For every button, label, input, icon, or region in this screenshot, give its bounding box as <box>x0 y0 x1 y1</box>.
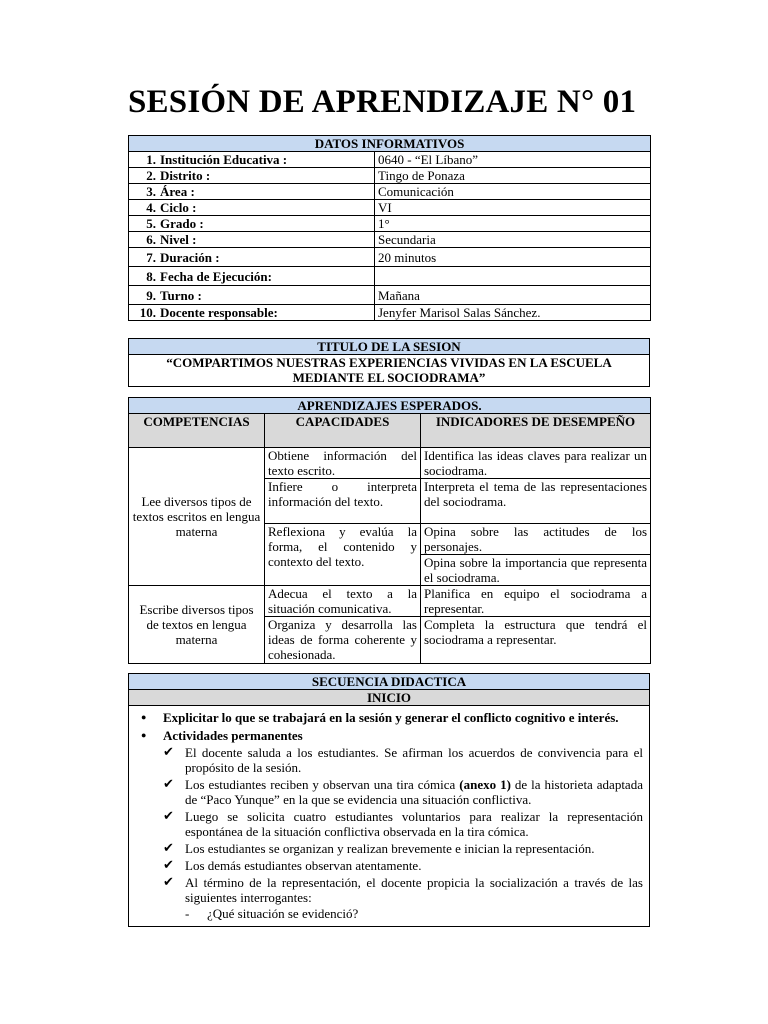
datos-row <box>129 168 651 184</box>
capacidad-organiza: Organiza y desarrolla las ideas de forma coherente y cohesionada. <box>265 617 421 664</box>
page-title: SESIÓN DE APRENDIZAJE N° 01 <box>128 84 637 120</box>
secuencia-header: SECUENCIA DIDACTICA <box>129 674 650 690</box>
datos-row-value: 1° <box>375 216 651 232</box>
datos-row-label: Duración : <box>160 249 220 265</box>
datos-row-number: 4. <box>146 200 156 215</box>
question-line: - ¿Qué situación se evidenció? <box>185 906 359 921</box>
check-icon: ✔ <box>163 745 174 760</box>
datos-row <box>129 152 651 168</box>
indicador-identifica: Identifica las ideas claves para realizar un sociodrama. <box>421 448 651 479</box>
indicador-interpreta: Interpreta el tema de las representaciones del sociodrama. <box>421 479 651 524</box>
check-item-voluntarios: ✔ Luego se solicita cuatro estudiantes voluntarios para realizar la representación espontánea de la situación conflictiva observada en la tira cómica. <box>163 809 643 839</box>
datos-row-value: 20 minutos <box>375 248 651 267</box>
check-list <box>163 745 643 921</box>
check-icon: ✔ <box>163 875 174 890</box>
datos-row-number: 8. <box>146 268 156 284</box>
capacidad-infiere: Infiere o interpreta información del texto. <box>265 479 421 524</box>
check-item-organizan: ✔ Los estudiantes se organizan y realizan brevemente e inician la representación. <box>163 841 595 856</box>
datos-row-number: 9. <box>146 287 156 303</box>
datos-label-cell <box>129 286 375 305</box>
col-competencias: COMPETENCIAS <box>129 414 265 448</box>
datos-informativos-table <box>128 135 651 321</box>
capacidad-obtiene: Obtiene información del texto escrito. <box>265 448 421 479</box>
datos-row <box>129 216 651 232</box>
datos-row-label: Institución Educativa : <box>160 152 288 167</box>
datos-row-label: Grado : <box>160 216 204 231</box>
datos-row-label: Distrito : <box>160 168 211 183</box>
titulo-header: TITULO DE LA SESION <box>129 339 650 355</box>
datos-row <box>129 184 651 200</box>
datos-row-label: Turno : <box>160 287 202 303</box>
datos-label-cell <box>129 267 375 286</box>
check-icon: ✔ <box>163 841 174 856</box>
datos-label-cell <box>129 216 375 232</box>
check-icon: ✔ <box>163 809 174 824</box>
datos-label-cell <box>129 305 375 321</box>
session-title: “COMPARTIMOS NUESTRAS EXPERIENCIAS VIVIDAS EN LA ESCUELA MEDIANTE EL SOCIODRAMA” <box>129 355 650 387</box>
datos-row-number: 3. <box>146 184 156 199</box>
datos-row-number: 1. <box>146 152 156 167</box>
titulo-sesion-table <box>128 338 650 387</box>
check-icon: ✔ <box>163 858 174 873</box>
check-item-saluda: ✔ El docente saluda a los estudiantes. Se afirman los acuerdos de convivencia para el propósito de la sesión. <box>163 745 643 775</box>
datos-row-value: Tingo de Ponaza <box>375 168 651 184</box>
indicador-opina-actitudes: Opina sobre las actitudes de los personajes. <box>421 524 651 555</box>
datos-header: DATOS INFORMATIVOS <box>129 136 651 152</box>
dash-marker: - <box>185 906 190 921</box>
datos-row-value: Mañana <box>375 286 651 305</box>
datos-row-value <box>375 267 651 286</box>
datos-row-number: 2. <box>146 168 156 183</box>
datos-label-cell <box>129 200 375 216</box>
secuencia-table <box>128 673 650 927</box>
competencia-escribe: Escribe diversos tipos de textos en lengua materna <box>129 586 265 664</box>
datos-label-cell <box>129 168 375 184</box>
bullet-list <box>133 710 643 921</box>
aprendizajes-header: APRENDIZAJES ESPERADOS. <box>129 398 651 414</box>
datos-row <box>129 267 651 286</box>
col-capacidades: CAPACIDADES <box>265 414 421 448</box>
datos-row-number: 7. <box>146 249 156 265</box>
datos-label-cell <box>129 152 375 168</box>
datos-row <box>129 286 651 305</box>
datos-row-value: Comunicación <box>375 184 651 200</box>
capacidad-adecua: Adecua el texto a la situación comunicativa. <box>265 586 421 617</box>
datos-row <box>129 305 651 321</box>
competencia-lee: Lee diversos tipos de textos escritos en lengua materna <box>129 448 265 586</box>
check-item-tira-comica: ✔ Los estudiantes reciben y observan una tira cómica (anexo 1) de la historieta adaptada de “Paco Yunque” en la que se evidencia una situación conflictiva. <box>163 777 643 807</box>
check-item-observan: ✔ Los demás estudiantes observan atentamente. <box>163 858 422 873</box>
datos-row-label: Docente responsable: <box>160 305 278 320</box>
datos-row <box>129 232 651 248</box>
datos-row <box>129 248 651 267</box>
aprendizajes-table <box>128 397 651 664</box>
datos-label-cell <box>129 184 375 200</box>
datos-row-number: 10. <box>139 305 156 320</box>
datos-row-label: Fecha de Ejecución: <box>160 268 272 284</box>
indicador-planifica: Planifica en equipo el sociodrama a representar. <box>421 586 651 617</box>
inicio-header: INICIO <box>129 690 650 706</box>
check-icon: ✔ <box>163 777 174 792</box>
indicador-completa: Completa la estructura que tendrá el sociodrama a representar. <box>421 617 651 664</box>
datos-row-value: Jenyfer Marisol Salas Sánchez. <box>375 305 651 321</box>
check-item-termino: ✔ Al término de la representación, el docente propicia la socialización a través de las siguientes interrogantes: - ¿Qué situación se evidenció? <box>163 875 643 921</box>
datos-row-number: 5. <box>146 216 156 231</box>
datos-row-label: Área : <box>160 184 195 199</box>
datos-row-label: Ciclo : <box>160 200 197 215</box>
datos-label-cell <box>129 232 375 248</box>
datos-row-value: 0640 - “El Líbano” <box>375 152 651 168</box>
bullet-actividades: ● Actividades permanentes ✔ El docente saluda a los estudiantes. Se afirman los acuerdos de convivencia para el propósito de la sesión. ✔ Los estudiantes reciben y observan una tira cómica (anexo 1) de la historieta adaptada de “Paco Yunque” en la que se evidencia una situación conflictiva. ✔ Luego se solicita cuatro estudiantes voluntarios para realizar la representación espontánea de la situación conflictiva observada en la tira cómica. ✔ Los estudiantes se organizan y realizan brevemente e inician la representación. ✔ Los demás estudiantes observan atentamente. ✔ Al término de la representación, el docente propicia la socialización a través de las siguientes interrogantes: - ¿Qué situación se evidenció? <box>133 728 643 921</box>
indicador-opina-importancia: Opina sobre la importancia que representa el sociodrama. <box>421 555 651 586</box>
capacidad-reflexiona: Reflexiona y evalúa la forma, el contenido y contexto del texto. <box>265 524 421 586</box>
datos-row-value: Secundaria <box>375 232 651 248</box>
datos-label-cell <box>129 248 375 267</box>
col-indicadores: INDICADORES DE DESEMPEÑO <box>421 414 651 448</box>
datos-row-value: VI <box>375 200 651 216</box>
datos-row <box>129 200 651 216</box>
bullet-explicitar: ● Explicitar lo que se trabajará en la sesión y generar el conflicto cognitivo e interés. <box>133 710 643 725</box>
secuencia-content <box>129 706 650 927</box>
datos-row-number: 6. <box>146 232 156 247</box>
datos-row-label: Nivel : <box>160 232 197 247</box>
